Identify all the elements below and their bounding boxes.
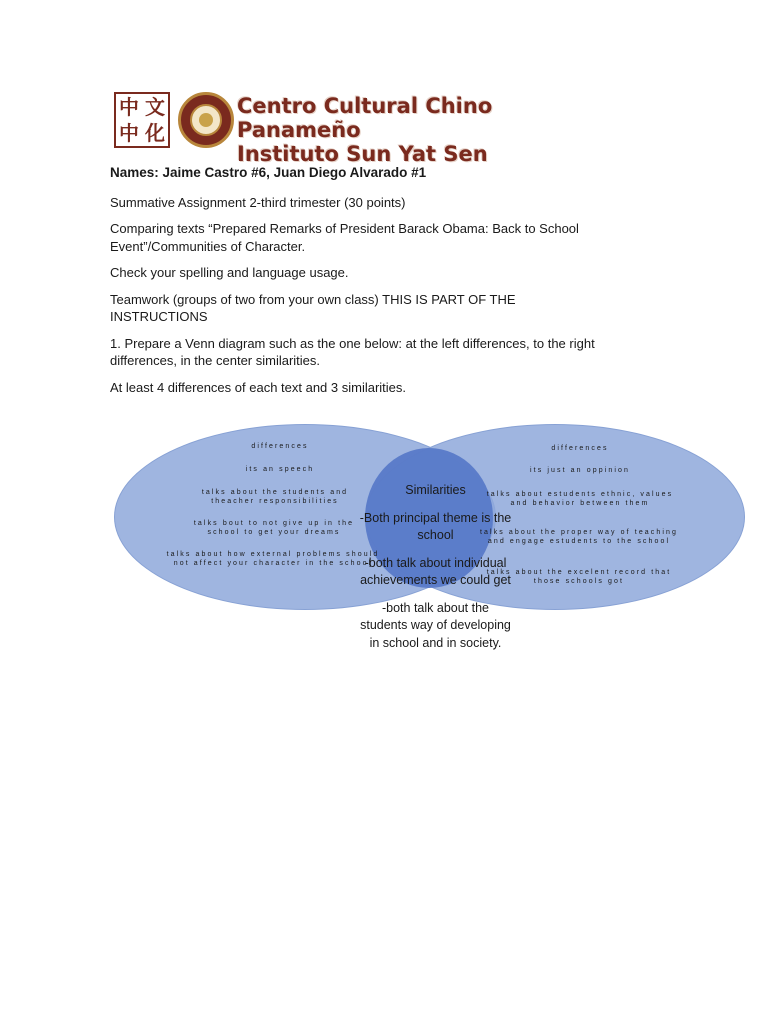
left-item: talks about the students and theacher responsibilities bbox=[201, 489, 349, 505]
logo-glyph: 中 bbox=[119, 95, 139, 119]
seal-logo bbox=[178, 92, 234, 148]
seal-emblem-icon bbox=[190, 104, 222, 136]
similarity-item: -both talk about individual achievements we could get bbox=[360, 555, 511, 587]
institution-name-line1: Centro Cultural Chino Panameño bbox=[237, 94, 493, 142]
right-item: its just an oppinion bbox=[530, 467, 630, 474]
teamwork-note: Teamwork (groups of two from your own class) THIS IS PART OF THE INSTRUCTIONS bbox=[110, 291, 516, 324]
document-body bbox=[110, 164, 610, 405]
left-item: talks about how external problems should not affect your character in the school bbox=[166, 551, 380, 567]
student-names: Names: Jaime Castro #6, Juan Diego Alvarado #1 bbox=[110, 165, 427, 180]
logo-glyph: 文 bbox=[145, 95, 165, 119]
instruction-count: At least 4 differences of each text and 3 similarities. bbox=[110, 379, 407, 395]
chinese-logo bbox=[114, 92, 170, 148]
right-item: talks about estudents ethnic, values and behavior between them bbox=[486, 491, 674, 507]
left-item: its an speech bbox=[245, 466, 315, 473]
right-item: talks about the proper way of teaching and engage estudents to the school bbox=[479, 529, 679, 545]
institution-name-line2: Instituto Sun Yat Sen bbox=[237, 142, 488, 166]
institution-name bbox=[237, 94, 584, 166]
venn-similarities bbox=[358, 482, 513, 662]
logo-glyph: 中 bbox=[119, 121, 139, 145]
similarities-heading: Similarities bbox=[405, 483, 466, 497]
right-item: differences bbox=[551, 445, 609, 452]
left-item: differences bbox=[251, 443, 309, 450]
similarity-item: -both talk about the students way of developing in school and in society. bbox=[360, 600, 511, 650]
instruction-venn: 1. Prepare a Venn diagram such as the one below: at the left differences, to the right differences, in the center similarities. bbox=[110, 335, 595, 368]
spelling-note: Check your spelling and language usage. bbox=[110, 265, 349, 280]
similarity-item: -Both principal theme is the school bbox=[359, 510, 512, 542]
assignment-title: Summative Assignment 2-third trimester (30 points) bbox=[110, 194, 406, 210]
left-item: talks bout to not give up in the school to get your dreams bbox=[193, 520, 355, 536]
right-item: talks about the excelent record that those schools got bbox=[486, 569, 672, 585]
header bbox=[114, 92, 584, 166]
comparing-texts: Comparing texts “Prepared Remarks of President Barack Obama: Back to School Event”/Communities of Character. bbox=[110, 221, 579, 254]
logo-glyph: 化 bbox=[145, 121, 165, 145]
